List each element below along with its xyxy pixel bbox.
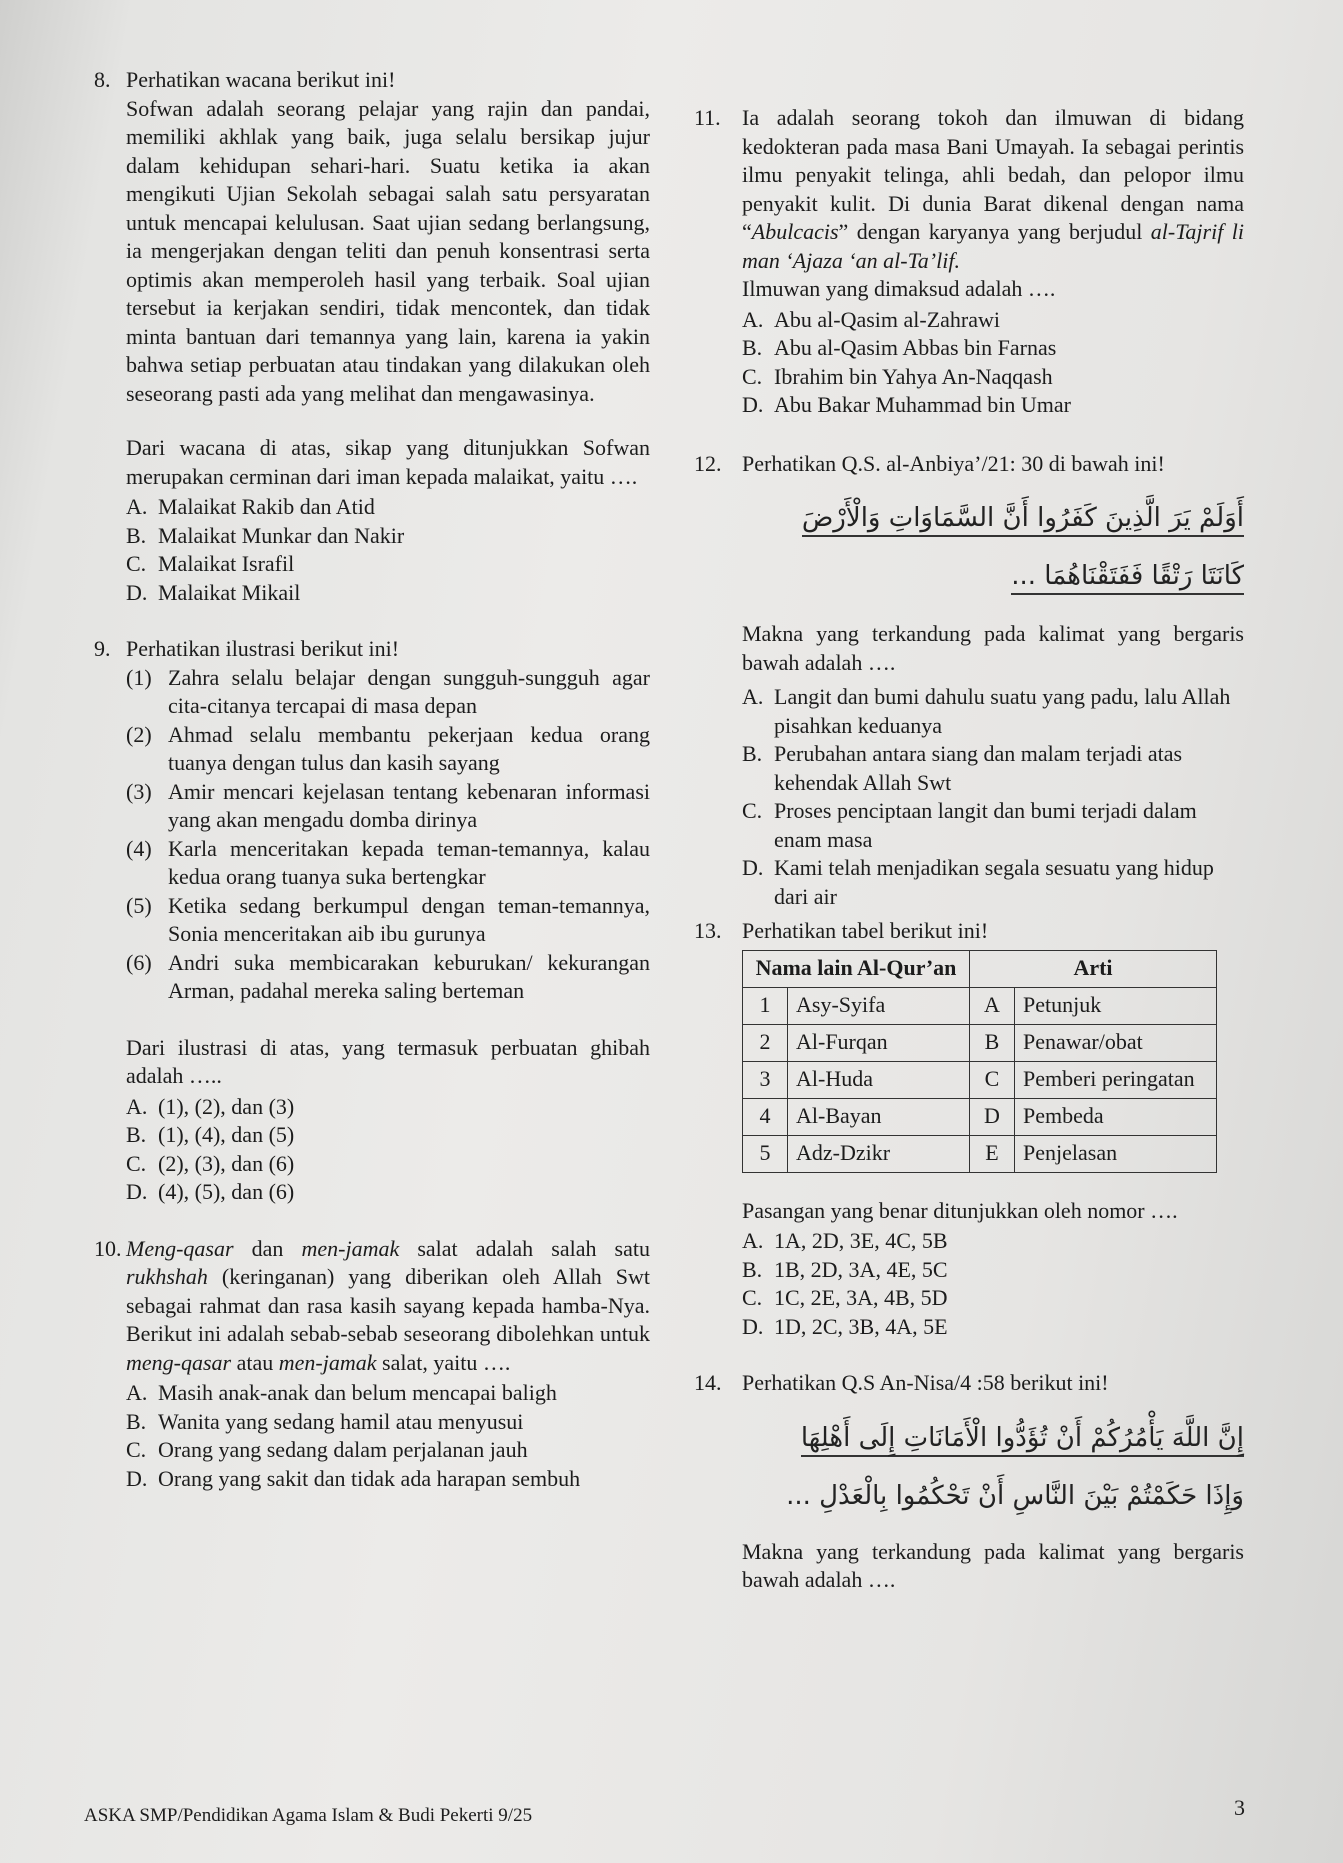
table-row: 2 Al-Furqan B Penawar/obat — [743, 1024, 1217, 1061]
question-13-header — [694, 917, 1244, 946]
question-text: Pasangan yang benar ditunjukkan oleh nomor …. — [742, 1197, 1178, 1223]
question-text: Makna yang terkandung pada kalimat yang bergaris bawah adalah …. — [742, 621, 1244, 675]
header-right: Arti — [970, 950, 1217, 987]
option-b[interactable]: B. Abu al-Qasim Abbas bin Farnas — [742, 335, 1057, 360]
option-c[interactable]: C. 1C, 2E, 3A, 4B, 5D — [742, 1285, 948, 1310]
option-d[interactable]: D. Malaikat Mikail — [126, 579, 301, 605]
table-row: 4 Al-Bayan D Pembeda — [743, 1098, 1217, 1135]
question-13-body — [694, 1197, 1244, 1342]
option-b[interactable]: B. (1), (4), dan (5) — [126, 1122, 295, 1147]
question-12 — [694, 450, 1244, 912]
question-text: Dari wacana di atas, sikap yang ditunjukkan Sofwan merupakan cerminan dari iman kepada malaikat, yaitu …. — [126, 435, 650, 489]
question-intro: Perhatikan Q.S An-Nisa/4 :58 berikut ini! — [742, 1370, 1109, 1395]
table-header — [743, 950, 1217, 987]
question-number: 11. — [694, 105, 721, 130]
question-text: Ia adalah seorang tokoh dan ilmuwan di bidang kedokteran pada masa Bani Umayah. Ia sebagai perintis ilmu penyakit telinga, ahli bedah, dan pelopor ilmu penyakit kulit. Di dunia Barat dikenal dengan nama “Abulcacis” dengan karyanya yang berjudul al-Tajrif li man ‘Ajaza ‘an al-Ta’lif. — [742, 105, 1244, 273]
table-row: 3 Al-Huda C Pemberi peringatan — [743, 1061, 1217, 1098]
options — [126, 1379, 650, 1493]
verse-line: كَانَتَا رَتْقًا فَفَتَقْنَاهُمَا ... — [742, 554, 1244, 598]
option-c[interactable]: C. Proses penciptaan langit dan bumi terjadi dalam enam masa — [742, 798, 1197, 852]
verse-line: إِنَّ اللَّهَ يَأْمُرُكُمْ أَنْ تُؤَدُّوا الْأَمَانَاتِ إِلَى أَهْلِهَا — [742, 1416, 1244, 1460]
option-d[interactable]: D. Orang yang sakit dan tidak ada harapan sembuh — [126, 1465, 581, 1491]
option-d[interactable]: D. (4), (5), dan (6) — [126, 1179, 295, 1204]
right-column — [694, 104, 1244, 1595]
option-b[interactable]: B. Perubahan antara siang dan malam terjadi atas kehendak Allah Swt — [742, 741, 1183, 795]
question-11 — [694, 104, 1244, 420]
question-text: Meng-qasar dan men-jamak salat adalah salah satu rukhshah (keringanan) yang diberikan oleh Allah Swt sebagai rahmat dan rasa kasih sayang kepada hamba-Nya. Berikut ini adalah sebab-sebab seseorang dibolehkan untuk meng-qasar atau men-jamak salat, yaitu …. — [126, 1235, 650, 1375]
quran-verse — [742, 496, 1244, 598]
option-b[interactable]: B. 1B, 2D, 3A, 4E, 5C — [742, 1256, 948, 1282]
verse-line: أَوَلَمْ يَرَ الَّذِينَ كَفَرُوا أَنَّ السَّمَاوَاتِ وَالْأَرْضَ — [742, 496, 1244, 540]
option-a[interactable]: A. (1), (2), dan (3) — [126, 1093, 295, 1119]
question-10 — [94, 1235, 650, 1494]
option-a[interactable]: A. Masih anak-anak dan belum mencapai baligh — [126, 1380, 557, 1405]
option-c[interactable]: C. Orang yang sedang dalam perjalanan jauh — [126, 1437, 528, 1462]
question-text: Dari ilustrasi di atas, yang termasuk perbuatan ghibah adalah ….. — [126, 1034, 650, 1088]
question-number: 13. — [694, 918, 722, 943]
question-14 — [694, 1369, 1244, 1595]
list-item: (2) Ahmad selalu membantu pekerjaan kedua orang tuanya dengan tulus dan kasih sayang — [126, 721, 650, 775]
option-a[interactable]: A. Langit dan bumi dahulu suatu yang padu, lalu Allah pisahkan keduanya — [742, 684, 1231, 738]
question-number: 8. — [94, 67, 111, 92]
question-intro: Perhatikan tabel berikut ini! — [742, 918, 989, 943]
option-b[interactable]: B. Wanita yang sedang hamil atau menyusui — [126, 1408, 524, 1434]
option-c[interactable]: C. Ibrahim bin Yahya An-Naqqash — [742, 363, 1053, 389]
option-d[interactable]: D. 1D, 2C, 3B, 4A, 5E — [742, 1313, 948, 1339]
options — [742, 306, 1244, 420]
illustration-list — [126, 664, 650, 1006]
options — [742, 1227, 1244, 1341]
option-a[interactable]: A. Abu al-Qasim al-Zahrawi — [742, 306, 1001, 332]
table-row: 1 Asy-Syifa A Petunjuk — [743, 987, 1217, 1024]
header-left: Nama lain Al-Qur’an — [743, 950, 970, 987]
options — [126, 1093, 650, 1207]
question-number: 12. — [694, 450, 722, 476]
left-column — [94, 66, 650, 1493]
question-text: Makna yang terkandung pada kalimat yang bergaris bawah adalah …. — [742, 1538, 1244, 1592]
question-13 — [694, 917, 1244, 1341]
options — [742, 683, 1244, 911]
al-quran-names-table — [742, 950, 1217, 1173]
option-d[interactable]: D. Abu Bakar Muhammad bin Umar — [742, 392, 1071, 417]
list-item: (3) Amir mencari kejelasan tentang kebenaran informasi yang akan mengadu domba dirinya — [126, 778, 650, 832]
quran-verse — [742, 1416, 1244, 1518]
footer-text: ASKA SMP/Pendidikan Agama Islam & Budi Pekerti 9/25 — [84, 1805, 533, 1826]
option-a[interactable]: A. Malaikat Rakib dan Atid — [126, 494, 375, 519]
question-intro: Perhatikan Q.S. al-Anbiya’/21: 30 di bawah ini! — [742, 450, 1165, 476]
option-c[interactable]: C. Malaikat Israfil — [126, 551, 295, 576]
option-a[interactable]: A. 1A, 2D, 3E, 4C, 5B — [742, 1228, 948, 1253]
question-number: 10. — [94, 1235, 122, 1261]
list-item: (6) Andri suka membicarakan keburukan/ kekurangan Arman, padahal mereka saling berteman — [126, 949, 650, 1003]
table-row: 5 Adz-Dzikr E Penjelasan — [743, 1135, 1217, 1172]
question-intro: Perhatikan ilustrasi berikut ini! — [126, 636, 400, 661]
question-intro: Perhatikan wacana berikut ini! — [126, 67, 396, 92]
passage: Sofwan adalah seorang pelajar yang rajin dan pandai, memiliki akhlak yang baik, juga selalu bersikap jujur dalam kehidupan sehari-hari. Suatu ketika ia akan mengikuti Ujian Sekolah sebagai salah satu persyaratan untuk mencapai kelulusan. Saat ujian sedang berlangsung, ia mengerjakan dengan teliti dan penuh konsentrasi serta optimis akan memperoleh hasil yang terbaik. Soal ujian tersebut ia kerjakan sendiri, tidak mencontek, dan tidak minta bantuan dari temannya yang lain, karena ia yakin bahwa setiap perbuatan atau tindakan yang dilakukan oleh seseorang pasti ada yang melihat dan mengawasinya. — [126, 95, 650, 406]
option-d[interactable]: D. Kami telah menjadikan segala sesuatu yang hidup dari air — [742, 855, 1214, 909]
question-9 — [94, 635, 650, 1207]
question-number: 14. — [694, 1370, 722, 1395]
option-b[interactable]: B. Malaikat Munkar dan Nakir — [126, 522, 405, 548]
question-number: 9. — [94, 636, 111, 661]
options — [126, 493, 650, 607]
list-item: (1) Zahra selalu belajar dengan sungguh-sungguh agar cita-citanya tercapai di masa depan — [126, 664, 650, 718]
page-number: 3 — [1234, 1795, 1245, 1820]
question-8 — [94, 66, 650, 607]
option-c[interactable]: C. (2), (3), dan (6) — [126, 1150, 295, 1176]
list-item: (5) Ketika sedang berkumpul dengan teman-temannya, Sonia menceritakan aib ibu gurunya — [126, 892, 650, 946]
question-prompt: Ilmuwan yang dimaksud adalah …. — [742, 276, 1056, 301]
verse-line: وَإِذَا حَكَمْتُمْ بَيْنَ النَّاسِ أَنْ تَحْكُمُوا بِالْعَدْلِ ... — [786, 1480, 1244, 1511]
list-item: (4) Karla menceritakan kepada teman-temannya, kalau kedua orang tuanya suka bertengkar — [126, 835, 650, 889]
